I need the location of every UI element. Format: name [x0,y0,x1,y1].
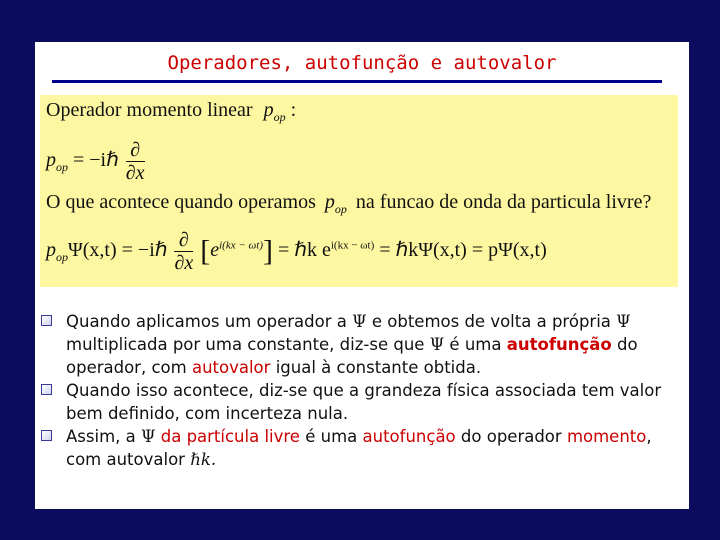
formula-line-3 [46,191,651,217]
open-bracket: [ [200,234,211,268]
exponential-term: $e^{i(kx - \omega t)}$ [210,239,263,262]
title-underline [52,80,662,83]
formula-line-1 [46,99,296,125]
bullet-square-icon [41,315,52,326]
psi-equals: Ψ(x,t) = −iℏ [68,239,168,262]
close-bracket: ] [263,234,273,268]
result-term: = ℏk $e^{i(kx - \omega t)}$ [278,239,375,262]
question-text-a: O que acontece quando operamos [46,191,316,213]
eigenvalue-hbar-k: ℏk. [190,450,217,469]
final-equality: = ℏkΨ(x,t) = pΨ(x,t) [379,239,547,262]
p-op-inline: $p_{op}$ [324,191,347,216]
formula-line-4 [46,229,547,274]
bullet-item-3: Assim, a Ψ da partícula livre é uma autofunção do operador momento, com autovalor ℏk. [35,425,675,471]
partial-derivative-fraction: $\frac{\partial}{\partial x}$ [125,139,145,184]
formula-box [40,95,678,287]
bullet-item-1: Quando aplicamos um operador a Ψ e obtemos de volta a própria Ψ multiplicada por uma constante, diz-se que Ψ é uma autofunção do operador, com autovalor igual à constante obtida. [35,310,675,379]
operator-label: Operador momento linear [46,99,253,121]
bullet-list [35,310,675,471]
slide-title: Operadores, autofunção e autovalor [167,52,557,74]
highlight-autofuncao: autofunção [506,335,612,354]
formula-line-2 [46,139,147,184]
highlight-autovalor: autovalor [191,358,271,377]
colon: : [290,99,297,121]
highlight-momento: momento [566,427,647,446]
p-op-symbol: $p_{op}$ [263,99,286,124]
highlight-particula-livre: da partícula livre [160,427,300,446]
question-text-b: na funcao de onda da particula livre? [355,191,652,213]
slide [35,42,689,509]
highlight-autofuncao-2: autofunção [362,427,456,446]
bullet-square-icon [41,430,52,441]
partial-derivative-fraction-2: $\frac{\partial}{\partial x}$ [174,229,194,274]
bullet-square-icon [41,384,52,395]
p-op-lhs: $p_{op}$ [46,149,68,175]
bullet-item-2: Quando isso acontece, diz-se que a grandeza física associada tem valor bem definido, com incerteza nula. [35,379,675,425]
p-op-lhs-2: $p_{op}$ [46,239,68,265]
equals-minus-ihbar: = −iℏ [73,149,119,172]
